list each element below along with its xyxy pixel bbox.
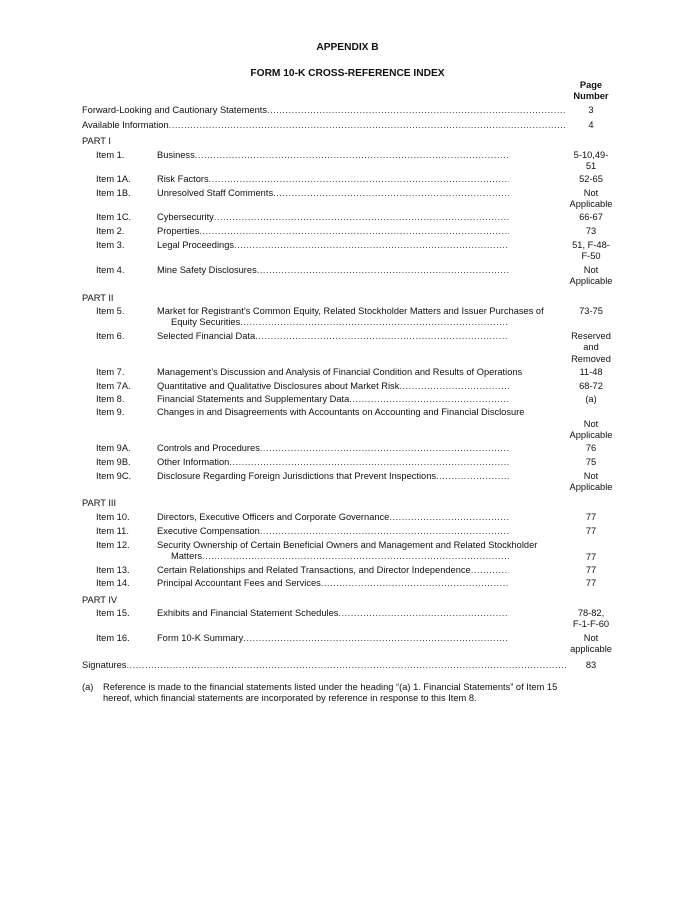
item-desc: Form 10-K Summary .....	[157, 633, 509, 644]
item-number: Item 9A.	[96, 443, 131, 453]
item-desc: Unresolved Staff Comments .....	[157, 188, 509, 199]
item-number: Item 12.	[96, 540, 130, 550]
item-page: 77	[585, 512, 597, 522]
item-page: 77	[585, 526, 597, 536]
entry-text: Forward-Looking and Cautionary Statements	[82, 105, 268, 115]
item-page: 66-67	[579, 212, 603, 222]
item-number: Item 2.	[96, 226, 125, 236]
item-desc: Properties .....	[157, 226, 509, 237]
item-number: Item 13.	[96, 565, 130, 575]
item-page: 68-72	[579, 381, 603, 391]
page-header-line-2: Number	[573, 91, 609, 102]
item-page: 73	[585, 226, 597, 236]
item-desc: Selected Financial Data .....	[157, 331, 509, 342]
item-number: Item 1.	[96, 150, 125, 160]
item-desc: Management’s Discussion and Analysis of Financial Condition and Results of Operations	[157, 367, 523, 377]
item-desc: Principal Accountant Fees and Services .....	[157, 578, 509, 589]
page-header-line-1: Page	[579, 80, 603, 90]
signatures-entry: Signatures .....	[82, 660, 567, 671]
item-page: 51, F-48- F-50	[572, 240, 610, 262]
item-page: 75	[585, 457, 597, 467]
part-heading: PART I	[82, 136, 111, 146]
item-desc: Business .....	[157, 150, 509, 161]
item-number: Item 1C.	[96, 212, 132, 222]
item-page: 78-82, F-1-F-60	[572, 608, 610, 630]
entry-text: Available Information	[82, 120, 169, 130]
item-desc: Quantitative and Qualitative Disclosures about Market Risk .....	[157, 381, 509, 392]
item-number: Item 10.	[96, 512, 130, 522]
item-desc: Market for Registrant’s Common Equity, Related Stockholder Matters and Issuer Purchases of Equity Securities .....	[157, 306, 562, 329]
item-page: Reserved and Removed	[571, 331, 611, 364]
item-number: Item 7.	[96, 367, 125, 377]
intro-entry	[82, 120, 567, 131]
item-page: 77	[585, 552, 597, 562]
signatures-page: 83	[585, 660, 597, 670]
item-page: Not Applicable	[569, 471, 613, 493]
item-desc: Certain Relationships and Related Transactions, and Director Independence .....	[157, 565, 509, 576]
intro-entry	[82, 105, 567, 116]
item-number: Item 14.	[96, 578, 130, 588]
item-desc: Other Information .....	[157, 457, 509, 468]
item-number: Item 3.	[96, 240, 125, 250]
footnote-text: Reference is made to the financial statements listed under the heading “(a) 1. Financial Statements” of Item 15 hereof, which financial statements are incorporated by reference in response to this Item 8.	[103, 682, 558, 704]
appendix-title: APPENDIX B	[316, 42, 379, 53]
item-page: 77	[585, 578, 597, 588]
item-number: Item 4.	[96, 265, 125, 275]
item-desc: Changes in and Disagreements with Accountants on Accounting and Financial Disclosure	[157, 407, 525, 417]
item-page: 73-75	[579, 306, 603, 316]
item-page: 76	[585, 443, 597, 453]
item-desc: Risk Factors .....	[157, 174, 509, 185]
item-page: Not Applicable	[569, 265, 613, 287]
item-desc: Directors, Executive Officers and Corporate Governance .....	[157, 512, 509, 523]
item-desc: Financial Statements and Supplementary Data .....	[157, 394, 509, 405]
item-desc: Mine Safety Disclosures .....	[157, 265, 509, 276]
item-number: Item 1B.	[96, 188, 131, 198]
item-page: Not applicable	[570, 633, 612, 655]
item-desc: Cybersecurity .....	[157, 212, 509, 223]
footnote-label: (a)	[82, 682, 94, 692]
entry-page: 4	[588, 120, 594, 130]
item-number: Item 8.	[96, 394, 125, 404]
item-number: Item 15.	[96, 608, 130, 618]
entry-page: 3	[588, 105, 594, 115]
item-number: Item 5.	[96, 306, 125, 316]
item-number: Item 9B.	[96, 457, 131, 467]
item-page: 11-48	[579, 367, 603, 377]
item-page: (a)	[585, 394, 597, 404]
item-page: 52-65	[579, 174, 603, 184]
item-number: Item 1A.	[96, 174, 131, 184]
item-page: 5-10,49- 51	[573, 150, 609, 172]
item-desc: Legal Proceedings .....	[157, 240, 509, 251]
item-page: Not Applicable	[569, 188, 613, 210]
item-number: Item 9.	[96, 407, 125, 417]
page-number-header	[562, 80, 620, 103]
item-page: 77	[585, 565, 597, 575]
part-heading: PART III	[82, 498, 117, 508]
item-desc: Exhibits and Financial Statement Schedules .....	[157, 608, 509, 619]
item-number: Item 6.	[96, 331, 125, 341]
item-desc: Disclosure Regarding Foreign Jurisdictions that Prevent Inspections .....	[157, 471, 509, 482]
item-number: Item 11.	[96, 526, 129, 536]
item-number: Item 9C.	[96, 471, 132, 481]
part-heading: PART IV	[82, 595, 118, 605]
item-desc: Controls and Procedures .....	[157, 443, 509, 454]
part-heading: PART II	[82, 293, 114, 303]
item-desc: Executive Compensation .....	[157, 526, 509, 537]
index-title: FORM 10-K CROSS-REFERENCE INDEX	[250, 68, 445, 79]
item-page: Not Applicable	[569, 419, 613, 441]
item-number: Item 16.	[96, 633, 130, 643]
item-desc: Security Ownership of Certain Beneficial Owners and Management and Related Stockholder Matters .....	[157, 540, 562, 563]
item-number: Item 7A.	[96, 381, 131, 391]
